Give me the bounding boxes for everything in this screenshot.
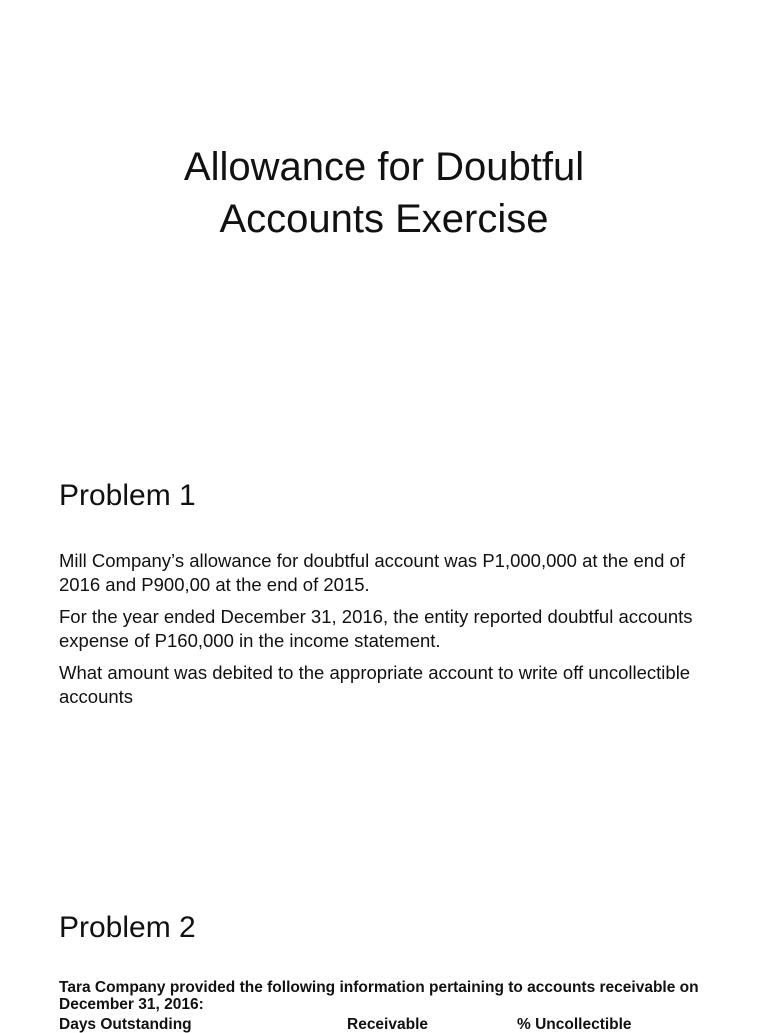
- problem-2-slide: [0, 864, 768, 1033]
- problem-1-paragraph: For the year ended December 31, 2016, the entity reported doubtful accounts expense of P160,000 in the income statement.: [59, 606, 693, 651]
- problem-1-paragraph: What amount was debited to the appropriate account to write off uncollectible accounts: [59, 662, 691, 707]
- column-header: % Uncollectible: [517, 1016, 632, 1033]
- title-line-1: Allowance for Doubtful: [183, 144, 585, 189]
- problem-1-paragraph: Mill Company’s allowance for doubtful account was P1,000,000 at the end of 2016 and P900,00 at the end of 2015.: [59, 550, 685, 595]
- column-header: Days Outstanding: [59, 1016, 192, 1033]
- problem-1-body: [59, 549, 708, 717]
- problem-1-heading: Problem 1: [59, 479, 196, 512]
- problem-2-intro: Tara Company provided the following information pertaining to accounts receivable on December 31, 2016:: [59, 979, 699, 1013]
- problem-1-slide: [0, 432, 768, 864]
- title-slide: [0, 0, 768, 432]
- problem-2-table-header: [59, 1016, 718, 1033]
- title-line-2: Accounts Exercise: [219, 196, 549, 241]
- problem-2-heading: Problem 2: [59, 911, 196, 944]
- column-header: Receivable: [347, 1016, 428, 1033]
- slide-title: [60, 141, 708, 245]
